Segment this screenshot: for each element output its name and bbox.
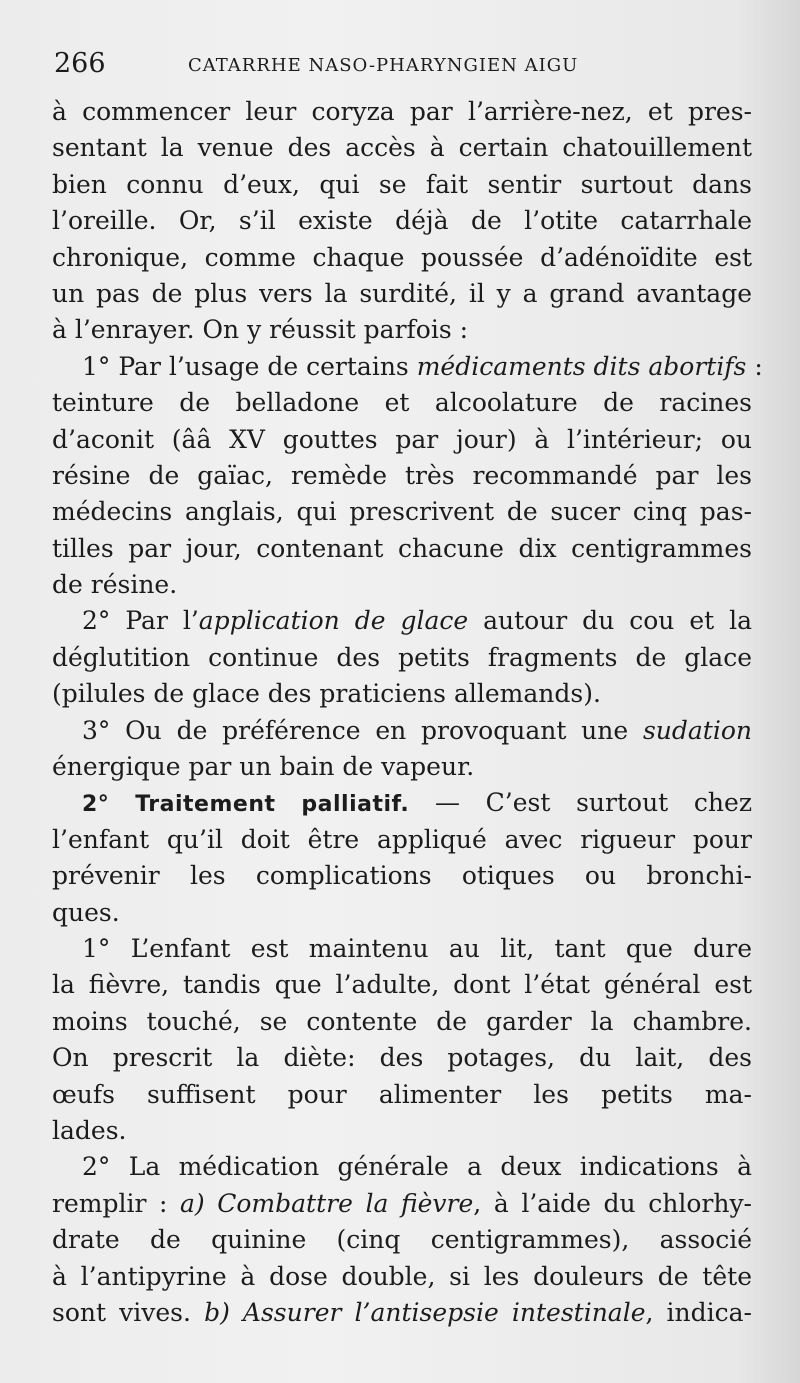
text-segment: lades. — [52, 1115, 127, 1145]
text-line — [52, 1004, 752, 1040]
text-segment: 2° Par l’ — [82, 606, 199, 636]
text-line — [52, 1040, 752, 1076]
text-segment: tilles par jour, contenant chacune dix centigrammes — [52, 533, 752, 563]
text-segment: 1° Par l’usage de certains — [82, 351, 417, 381]
italic-text: b) Assurer l’antisepsie intestinale — [204, 1297, 646, 1327]
text-segment: moins touché, se contente de garder la chambre. — [52, 1006, 752, 1036]
text-segment: un pas de plus vers la surdité, il y a grand avantage — [52, 278, 752, 308]
text-line — [52, 967, 752, 1003]
text-segment: de résine. — [52, 570, 178, 600]
text-line — [52, 931, 752, 967]
italic-text: application de glace — [198, 606, 469, 636]
text-line — [52, 94, 752, 130]
text-segment: bien connu d’eux, qui se fait sentir surtout dans — [52, 169, 752, 199]
text-line — [52, 822, 752, 858]
text-line — [52, 531, 752, 567]
text-line — [52, 895, 752, 931]
text-segment: à commencer leur coryza par l’arrière-nez, et pres- — [52, 97, 752, 126]
text-segment: , à l’aide du chlorhy- — [473, 1188, 753, 1218]
italic-text: sudation — [642, 715, 752, 745]
text-segment: : — [746, 351, 763, 381]
text-segment: prévenir les complications otiques ou bronchi- — [52, 861, 752, 891]
text-segment: déglutition continue des petits fragments de glace — [52, 642, 752, 672]
text-line — [52, 1113, 752, 1149]
text-segment: sont vives. — [52, 1297, 205, 1327]
text-line — [52, 349, 763, 385]
text-segment: drate de quinine (cinq centigrammes), associé — [52, 1225, 752, 1255]
text-line — [52, 858, 752, 894]
text-line — [52, 240, 752, 276]
text-segment: l’oreille. Or, s’il existe déjà de l’otite catarrhale — [52, 206, 752, 236]
text-line — [52, 785, 752, 821]
text-line — [52, 203, 752, 239]
text-line — [52, 1259, 752, 1295]
text-line — [52, 167, 752, 203]
text-line — [52, 458, 752, 494]
text-segment: œufs suffisent pour alimenter les petits ma- — [52, 1079, 752, 1109]
text-segment: médecins anglais, qui prescrivent de sucer cinq pas- — [52, 497, 752, 527]
bold-heading: 2° Traitement palliatif. — [82, 792, 410, 818]
text-line — [52, 422, 752, 458]
text-line — [52, 312, 752, 348]
text-segment: ques. — [52, 897, 120, 927]
text-line — [52, 676, 752, 712]
text-segment: teinture de belladone et alcoolature de racines — [52, 388, 752, 418]
text-line — [52, 1077, 752, 1113]
text-segment: , indica- — [645, 1297, 753, 1327]
text-segment: 3° Ou de préférence en provoquant une — [82, 715, 643, 745]
text-line — [52, 276, 752, 312]
text-segment: l’enfant qu’il doit être appliqué avec rigueur pour — [52, 824, 752, 854]
text-line — [52, 1295, 752, 1331]
text-line — [52, 1186, 752, 1222]
text-segment: énergique par un bain de vapeur. — [52, 752, 475, 782]
text-line — [52, 494, 752, 530]
page-header — [54, 46, 754, 82]
italic-text: médicaments dits abortifs — [416, 351, 747, 381]
text-segment: la fièvre, tandis que l’adulte, dont l’état général est — [52, 970, 752, 1000]
text-line — [52, 567, 752, 603]
text-line — [52, 1222, 752, 1258]
text-segment: chronique, comme chaque poussée d’adénoïdite est — [52, 242, 752, 272]
text-segment: à l’enrayer. On y réussit parfois : — [52, 315, 469, 345]
page-number: 266 — [54, 48, 106, 79]
text-line — [52, 713, 752, 749]
text-line — [52, 603, 752, 639]
text-segment: à l’antipyrine à dose double, si les douleurs de tête — [52, 1261, 752, 1291]
text-segment: sentant la venue des accès à certain chatouillement — [52, 133, 752, 163]
running-title: CATARRHE NASO-PHARYNGIEN AIGU — [188, 55, 579, 76]
text-segment: remplir : — [52, 1188, 180, 1218]
text-line — [52, 640, 752, 676]
text-segment: résine de gaïac, remède très recommandé par les — [52, 460, 752, 490]
text-segment: 1° L’enfant est maintenu au lit, tant que dure — [82, 933, 752, 963]
italic-text: a) Combattre la fièvre — [180, 1188, 474, 1218]
text-segment: d’aconit (ââ XV gouttes par jour) à l’intérieur; ou — [52, 424, 752, 454]
text-line — [52, 385, 752, 421]
page-body — [52, 94, 763, 1331]
text-line — [52, 130, 752, 166]
text-line — [52, 749, 752, 785]
text-line — [52, 1149, 752, 1185]
text-segment: 2° La médication générale a deux indications à — [82, 1152, 752, 1182]
text-segment: (pilules de glace des praticiens allemands). — [52, 679, 601, 709]
text-segment: autour du cou et la — [468, 606, 752, 636]
text-segment: — C’est surtout chez — [409, 788, 752, 818]
text-segment: On prescrit la diète: des potages, du lait, des — [52, 1043, 752, 1073]
